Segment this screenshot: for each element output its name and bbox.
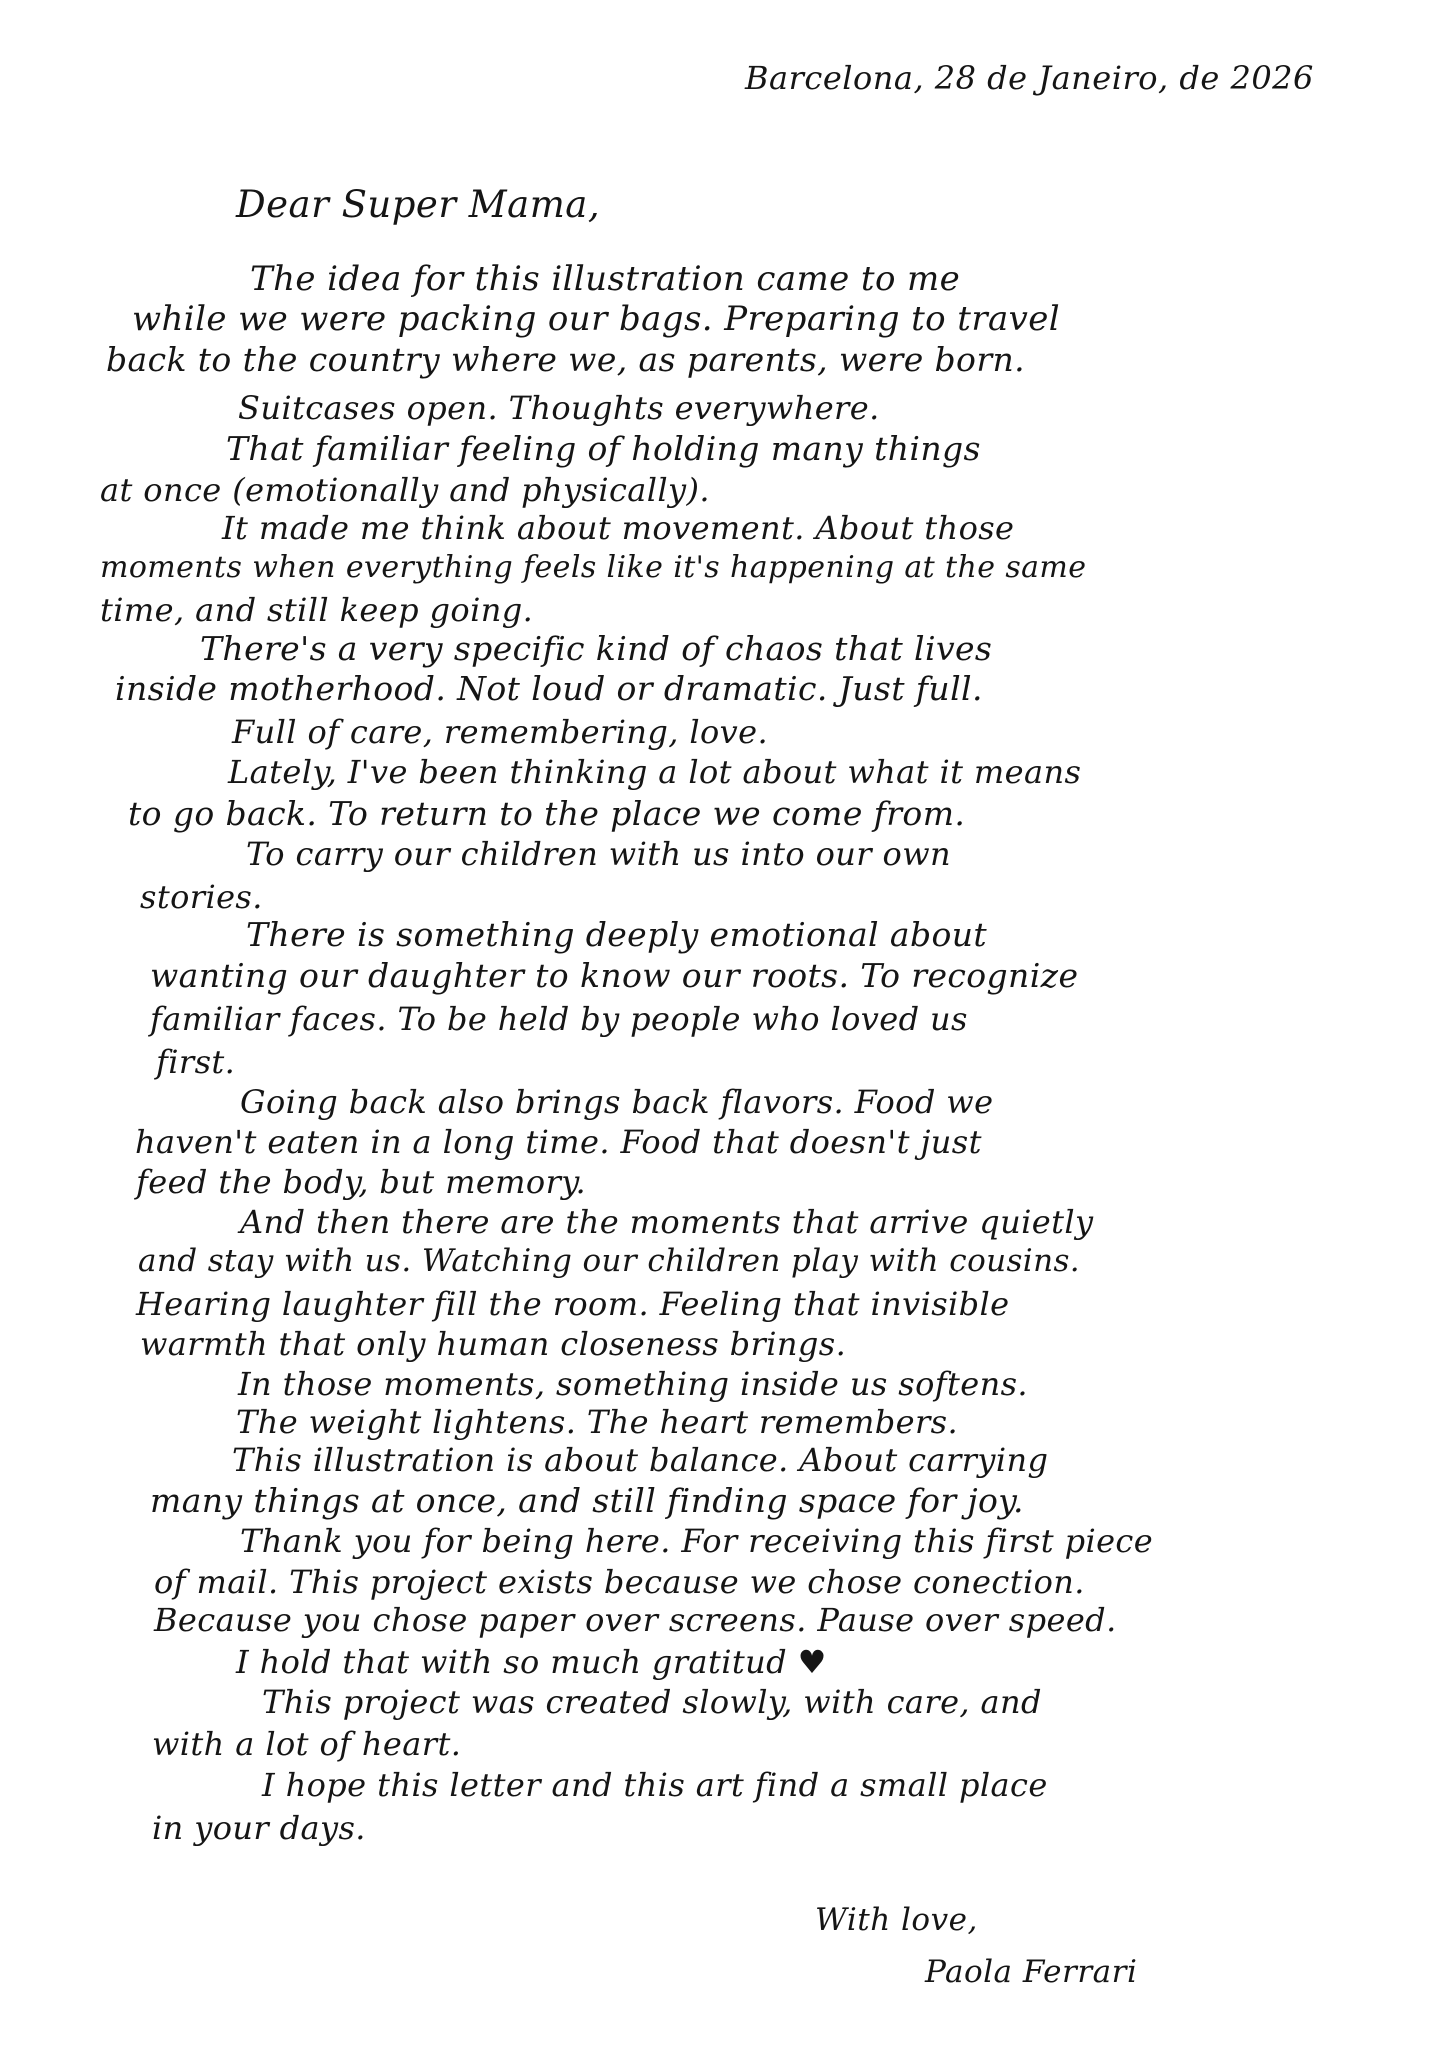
letter-closing: With love, <box>815 1902 978 1938</box>
letter-line: with a lot of heart. <box>152 1725 462 1763</box>
letter-line: Full of care, remembering, love. <box>232 713 769 751</box>
letter-dateline: Barcelona, 28 de Janeiro, de 2026 <box>745 59 1314 97</box>
letter-line: To carry our children with us into our own <box>246 835 952 873</box>
letter-line: The idea for this illustration came to me <box>250 259 961 299</box>
letter-line: feed the body, but memory. <box>136 1163 587 1201</box>
letter-line: time, and still keep going. <box>100 591 534 629</box>
letter-line: warmth that only human closeness brings. <box>140 1325 847 1363</box>
letter-line: This illustration is about balance. About carrying <box>232 1441 1049 1479</box>
letter-line: I hope this letter and this art find a small place <box>262 1766 1048 1804</box>
letter-line: Going back also brings back flavors. Food we <box>240 1083 994 1121</box>
letter-line: I hold that with so much gratitud ♥ <box>236 1643 827 1681</box>
letter-line: moments when everything feels like it's happening at the same <box>100 550 1087 585</box>
letter-line: The weight lightens. The heart remembers. <box>236 1403 959 1441</box>
letter-line: haven't eaten in a long time. Food that doesn't just <box>135 1123 982 1161</box>
letter-line: of mail. This project exists because we chose conection. <box>154 1563 1085 1601</box>
letter-line: Suitcases open. Thoughts everywhere. <box>238 389 880 427</box>
letter-line: This project was created slowly, with care, and <box>262 1683 1042 1721</box>
letter-line: many things at once, and still finding space for joy. <box>150 1481 1024 1520</box>
letter-line: to go back. To return to the place we come from. <box>128 794 966 833</box>
letter-line: in your days. <box>152 1809 366 1847</box>
letter-line: wanting our daughter to know our roots. To recognize <box>150 956 1079 995</box>
letter-line: back to the country where we, as parents, were born. <box>106 340 1026 379</box>
letter-line: There's a very specific kind of chaos that lives <box>200 629 993 668</box>
letter-salutation: Dear Super Mama, <box>236 183 601 226</box>
letter-line: It made me think about movement. About those <box>222 509 1015 547</box>
letter-line: And then there are the moments that arrive quietly <box>240 1203 1094 1241</box>
letter-signature: Paola Ferrari <box>925 1954 1138 1990</box>
letter-line: In those moments, something inside us softens. <box>238 1365 1028 1403</box>
letter-line: inside motherhood. Not loud or dramatic. Just full. <box>115 669 983 708</box>
letter-line: There is something deeply emotional about <box>246 915 988 954</box>
letter-line: Lately, I've been thinking a lot about what it means <box>228 753 1082 791</box>
letter-line: That familiar feeling of holding many things <box>226 429 981 468</box>
letter-line: Hearing laughter fill the room. Feeling that invisible <box>136 1285 1010 1323</box>
letter-line: first. <box>156 1043 236 1081</box>
letter-line: at once (emotionally and physically). <box>100 471 710 509</box>
letter-line: stories. <box>140 878 263 916</box>
letter-line: familiar faces. To be held by people who loved us <box>150 1000 968 1038</box>
letter-line: while we were packing our bags. Preparing to travel <box>132 299 1061 339</box>
letter-line: Thank you for being here. For receiving this first piece <box>240 1522 1154 1560</box>
letter-line: Because you chose paper over screens. Pause over speed. <box>154 1601 1117 1639</box>
letter-line: and stay with us. Watching our children play with cousins. <box>138 1243 1081 1279</box>
